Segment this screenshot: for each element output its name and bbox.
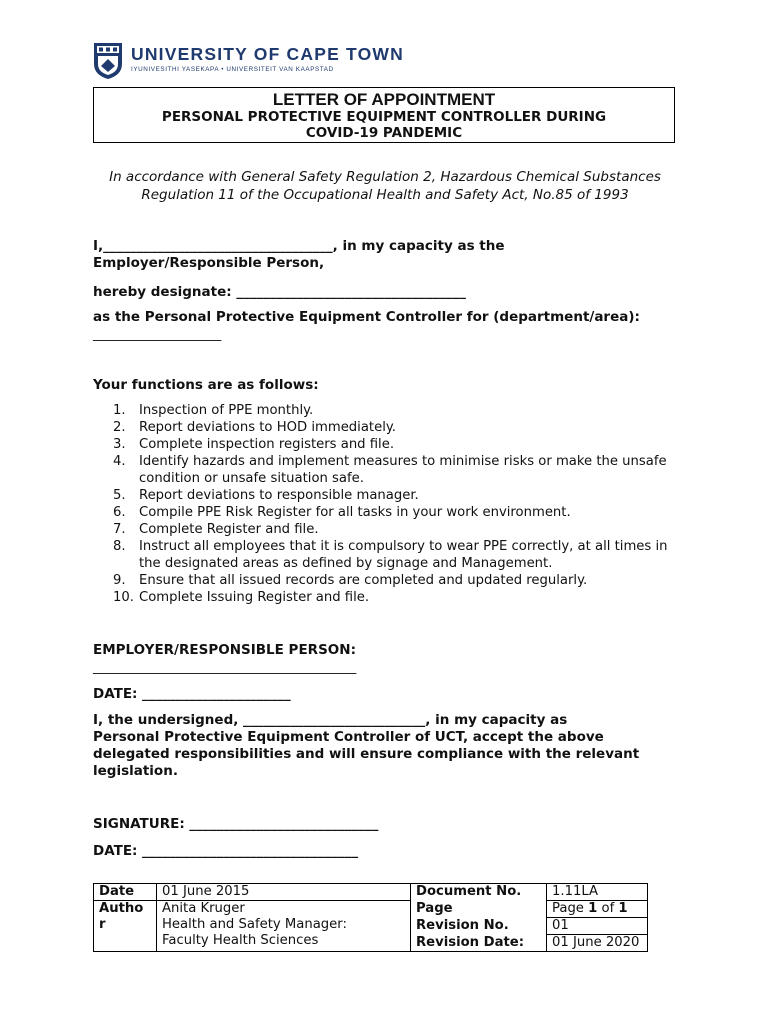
employer-blank: _______________________________________ (93, 659, 357, 675)
functions-list (113, 402, 673, 606)
page-current: 1 (588, 901, 598, 916)
page-prefix: Page (552, 901, 589, 916)
page-value (547, 901, 648, 918)
list-item-text: Complete Register and file. (139, 522, 319, 537)
author-role: Health and Safety Manager: (162, 917, 347, 932)
list-item (113, 419, 673, 436)
page-total: 1 (618, 901, 628, 916)
list-item-number: 4. (113, 454, 126, 469)
list-item-text: Ensure that all issued records are completed and updated regularly. (139, 573, 588, 588)
list-item-number: 6. (113, 505, 126, 520)
acceptance-line1: I, the undersigned, ___________________________, in my capacity as (93, 712, 568, 728)
designation-line2: Employer/Responsible Person, (93, 255, 325, 271)
list-item-number: 10. (113, 590, 134, 605)
list-item-number: 1. (113, 403, 126, 418)
list-item (113, 453, 673, 487)
table-row (94, 901, 648, 918)
author-cell (157, 901, 411, 952)
acceptance-paragraph (93, 712, 693, 780)
list-item (113, 402, 673, 419)
acceptance-line3: delegated responsibilities and will ensure compliance with the relevant (93, 746, 640, 762)
document-no-value: 1.11LA (547, 884, 648, 901)
list-item-text: Complete inspection registers and file. (139, 437, 395, 452)
list-item-text: Complete Issuing Register and file. (139, 590, 370, 605)
university-name: UNIVERSITY OF CAPE TOWN (131, 44, 404, 64)
revision-date-label: Revision Date: (411, 935, 547, 952)
page-label: Page (411, 901, 547, 918)
date-label: Date (94, 884, 157, 901)
signature-date: DATE: ________________________________ (93, 843, 359, 859)
list-item-number: 5. (113, 488, 126, 503)
list-item-text: Identify hazards and implement measures to minimise risks or make the unsafe condition or unsafe situation safe. (139, 454, 667, 486)
table-row (94, 884, 648, 901)
revision-no-label: Revision No. (411, 918, 547, 935)
document-subtitle-line1: PERSONAL PROTECTIVE EQUIPMENT CONTROLLER DURING (161, 109, 607, 125)
page-of: of (597, 901, 619, 916)
author-label: Autho r (94, 901, 157, 952)
document-title: LETTER OF APPOINTMENT (272, 90, 496, 109)
list-item (113, 521, 673, 538)
hereby-designate: hereby designate: __________________________________ (93, 284, 466, 300)
author-name: Anita Kruger (162, 901, 245, 916)
list-item-text: Inspection of PPE monthly. (139, 403, 314, 418)
employer-date: DATE: ______________________ (93, 686, 291, 702)
signature-line: SIGNATURE: ____________________________ (93, 816, 379, 832)
document-subtitle-line2: COVID-19 PANDEMIC (305, 125, 463, 141)
list-item (113, 538, 673, 572)
list-item-number: 8. (113, 539, 126, 554)
controller-for (93, 309, 693, 343)
regulation-line2: Regulation 11 of the Occupational Health and Safety Act, No.85 of 1993 (141, 187, 629, 203)
uct-crest-icon (93, 42, 123, 80)
list-item (113, 436, 673, 453)
document-no-label: Document No. (411, 884, 547, 901)
functions-heading: Your functions are as follows: (93, 377, 319, 393)
department-blank: ___________________ (93, 326, 222, 342)
designation-paragraph (93, 238, 693, 272)
university-logo (93, 42, 404, 82)
regulation-reference (80, 168, 690, 204)
controller-for-label: as the Personal Protective Equipment Controller for (department/area): (93, 309, 640, 325)
title-box (93, 87, 675, 143)
author-department: Faculty Health Sciences (162, 933, 319, 948)
list-item (113, 589, 673, 606)
date-value: 01 June 2015 (157, 884, 411, 901)
employer-section (93, 642, 693, 676)
revision-no-value: 01 (547, 918, 648, 935)
university-subtitle: IYUNIVESITHI YASEKAPA • UNIVERSITEIT VAN KAAPSTAD (131, 66, 334, 73)
revision-date-value: 01 June 2020 (547, 935, 648, 952)
list-item (113, 487, 673, 504)
regulation-line1: In accordance with General Safety Regulation 2, Hazardous Chemical Substances (109, 169, 661, 185)
acceptance-line2: Personal Protective Equipment Controller of UCT, accept the above (93, 729, 604, 745)
list-item-text: Report deviations to HOD immediately. (139, 420, 396, 435)
list-item-text: Report deviations to responsible manager. (139, 488, 419, 503)
list-item-text: Instruct all employees that it is compulsory to wear PPE correctly, at all times in the designated areas as defined by signage and Management. (139, 539, 668, 571)
document-control-table (93, 883, 648, 952)
designation-line1: I,__________________________________, in my capacity as the (93, 238, 505, 254)
list-item-number: 3. (113, 437, 126, 452)
list-item-text: Compile PPE Risk Register for all tasks in your work environment. (139, 505, 571, 520)
list-item-number: 9. (113, 573, 126, 588)
list-item-number: 7. (113, 522, 126, 537)
list-item (113, 572, 673, 589)
list-item (113, 504, 673, 521)
acceptance-line4: legislation. (93, 763, 178, 779)
employer-label: EMPLOYER/RESPONSIBLE PERSON: (93, 642, 356, 658)
list-item-number: 2. (113, 420, 126, 435)
